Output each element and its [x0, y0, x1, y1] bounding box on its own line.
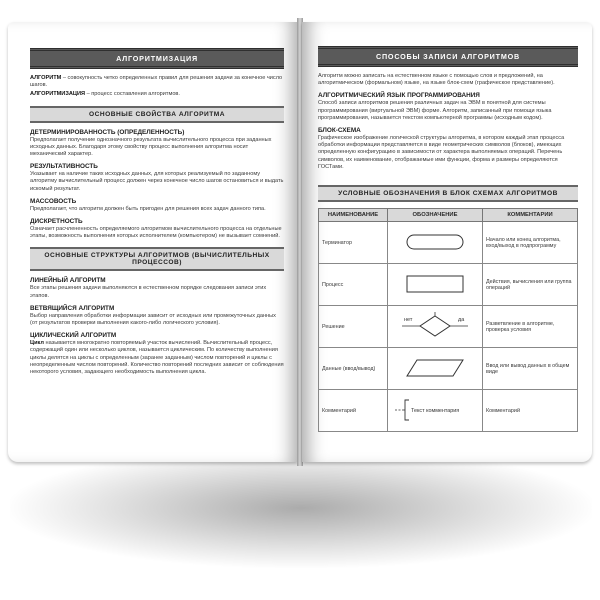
structure-title: ЛИНЕЙНЫЙ АЛГОРИТМ	[30, 277, 106, 285]
flowchart-title: БЛОК-СХЕМА	[318, 127, 361, 135]
left-page-title: АЛГОРИТМИЗАЦИЯ	[30, 48, 284, 69]
right-page-content	[318, 46, 578, 432]
algorithmic-language-text: Способ записи алгоритмов решения различных задач на ЭВМ в понятной для системы программирования (виртуальной ЭВМ) форме. Алгоритм, записанный при помощи языка программирования, называется текстом компьютерной программы (исходным кодом).	[318, 100, 552, 121]
table-row	[319, 390, 578, 432]
column-header: НАИМЕНОВАНИЕ	[319, 209, 388, 222]
property-title: РЕЗУЛЬТАТИВНОСТЬ	[30, 163, 98, 171]
table-row	[319, 348, 578, 390]
column-header: ОБОЗНАЧЕНИЕ	[388, 209, 483, 222]
comment-symbol-icon	[388, 390, 483, 432]
symbol-comment: Разветвление в алгоритме, проверка условия	[483, 306, 578, 348]
comment-symbol-text: Текст комментария	[411, 407, 460, 414]
algorithmic-language-title: АЛГОРИТМИЧЕСКИЙ ЯЗЫК ПРОГРАММИРОВАНИЯ	[318, 92, 480, 100]
flowchart-text: Графическое изображение логической структуры алгоритма, в котором каждый этап процесса обработки информации представляется в виде геометрических символов (блоков), имеющих определенную конфигурацию в зависимости от характера выполняемых операций. Перечень символов, их наименование, отображаемые ими функции, форма и размеры определяются ГОСТами.	[318, 135, 565, 170]
structure-title: ВЕТВЯЩИЙСЯ АЛГОРИТМ	[30, 304, 115, 312]
definition-algorithmization: АЛГОРИТМИЗАЦИЯ – процесс составления алгоритмов.	[30, 91, 180, 98]
property-text: Предполагает получение однозначного результата вычислительного процесса при заданных исходных данных. Благодаря этому свойству процесс выполнения алгоритма носит механический характер.	[30, 136, 272, 158]
decision-yes-label: да	[458, 316, 465, 323]
structure-text: Все этапы решения задачи выполняются в естественном порядке следования записи этих этапов.	[30, 285, 267, 299]
symbols-table-heading: УСЛОВНЫЕ ОБОЗНАЧЕНИЯ В БЛОК СХЕМАХ АЛГОРИТМОВ	[318, 185, 578, 202]
flowchart-symbols-table	[318, 208, 578, 432]
structure-title: ЦИКЛИЧЕСКИЙ АЛГОРИТМ	[30, 332, 117, 340]
column-header: КОММЕНТАРИИ	[483, 209, 578, 222]
property-text: Указывает на наличие таких исходных данных, для которых реализуемый по заданному алгоритму вычислительный процесс должен через конечное число шагов остановиться и выдать искомый результат.	[30, 171, 284, 192]
structure-text: Выбор направления обработки информации зависит от исходных или промежуточных данных (от результатов проверки выполнения какого-либо логического условия).	[30, 312, 276, 327]
property-title: ДЕТЕРМИНИРОВАННОСТЬ (ОПРЕДЕЛЕННОСТЬ)	[30, 128, 185, 136]
symbol-comment: Ввод или вывод данных в общем виде	[483, 348, 578, 390]
table-row	[319, 264, 578, 306]
table-row	[319, 306, 578, 348]
data-io-symbol-icon	[388, 348, 483, 390]
definition-algorithm: АЛГОРИТМ – совокупность четко определенных правил для решения задачи за конечное число шагов.	[30, 75, 283, 89]
symbol-comment: Комментарий	[483, 390, 578, 432]
symbol-name: Данные (ввод/вывод)	[319, 348, 388, 390]
property-text: Означает расчлененность определяемого алгоритмом вычислительного процесса на отдельные этапы, возможность выполнения которых исполнителем (компьютером) не вызывает сомнений.	[30, 226, 282, 240]
book-shadow	[10, 448, 592, 568]
left-page-content	[30, 48, 284, 378]
cycle-text: Цикл называется многократно повторяемый участок вычислений. Вычислительный процесс, содержащий один или несколько циклов, называется циклическим. По количеству выполнения циклы делятся на циклы с определенным (заранее заданным) числом повторений и циклы с неопределенным числом повторений. Количество повторений последних зависит от соблюдения некоторого условия, задающего необходимость выполнения цикла.	[30, 340, 284, 376]
symbol-comment: Начало или конец алгоритма, вход/выход в подпрограмму	[483, 222, 578, 264]
symbol-comment: Действия, вычисления или группа операций	[483, 264, 578, 306]
left-page	[8, 22, 298, 462]
property-title: МАССОВОСТЬ	[30, 197, 77, 205]
symbol-name: Процесс	[319, 264, 388, 306]
decision-no-label: нет	[404, 316, 413, 323]
table-header-row	[319, 209, 578, 222]
decision-symbol-icon	[388, 306, 483, 348]
symbol-name: Решение	[319, 306, 388, 348]
symbol-name: Комментарий	[319, 390, 388, 432]
property-title: ДИСКРЕТНОСТЬ	[30, 218, 83, 226]
property-text: Предполагает, что алгоритм должен быть пригоден для решения всех задач данного типа.	[30, 205, 266, 212]
methods-intro: Алгоритм можно записать на естественном языке с помощью слов и предложений, на алгоритмическом (формальном) языке, на языке блок-схем (графическое представление).	[318, 73, 555, 87]
terminator-symbol-icon	[388, 222, 483, 264]
table-row	[319, 222, 578, 264]
process-symbol-icon	[388, 264, 483, 306]
properties-heading: ОСНОВНЫЕ СВОЙСТВА АЛГОРИТМА	[30, 106, 284, 123]
right-page-title: СПОСОБЫ ЗАПИСИ АЛГОРИТМОВ	[318, 46, 578, 67]
symbol-name: Терминатор	[319, 222, 388, 264]
structures-heading: ОСНОВНЫЕ СТРУКТУРЫ АЛГОРИТМОВ (ВЫЧИСЛИТЕЛЬНЫХ ПРОЦЕССОВ)	[30, 247, 284, 271]
right-page	[302, 22, 592, 462]
